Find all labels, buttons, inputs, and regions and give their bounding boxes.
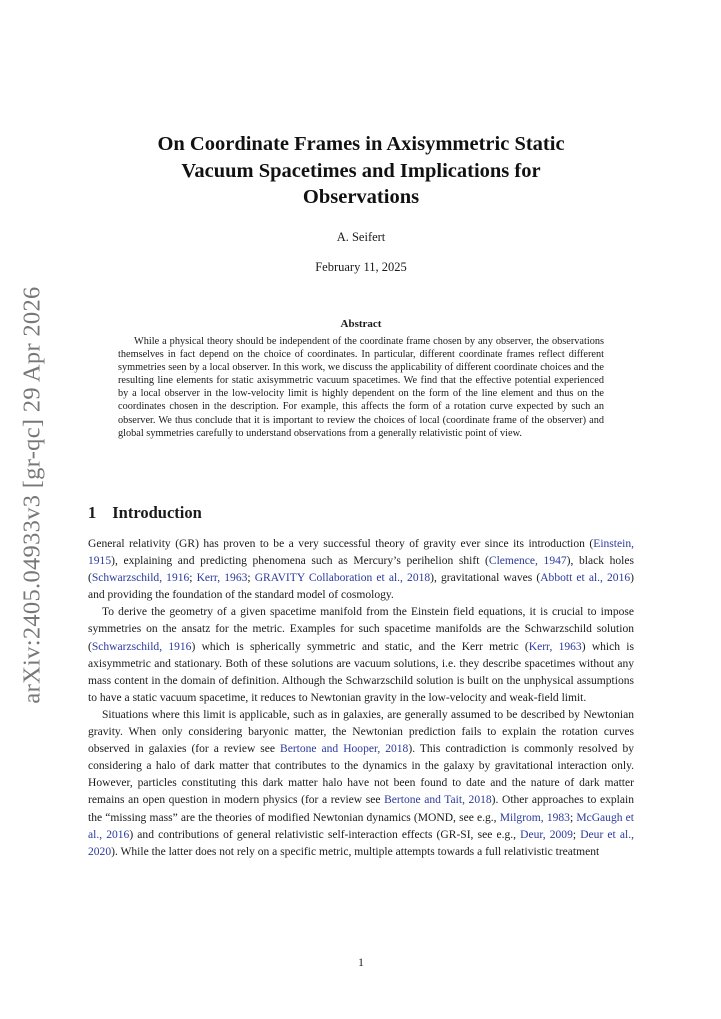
text-run: To derive the geometry of a given spacetime manifold from the Einstein field equations, it is crucial to impose symmetries on the ansatz for the metric. Examples for such spacetime manifolds are the Schwarzschild solution ( — [88, 606, 634, 653]
citation-link[interactable]: Bertone and Hooper, 2018 — [280, 743, 409, 756]
citation-link[interactable]: Deur et al., 2020 — [88, 828, 634, 858]
paragraph — [88, 604, 634, 707]
title-line: Vacuum Spacetimes and Implications for — [181, 159, 541, 182]
text-run: ; — [247, 572, 255, 585]
text-run: ) and contributions of general relativistic self-interaction effects (GR-SI, see e.g., — [129, 828, 521, 841]
text-run: ; — [572, 828, 581, 841]
text-run: ; — [189, 572, 197, 585]
text-run: ). While the latter does not rely on a specific metric, multiple attempts towards a full relativistic treatment — [111, 845, 600, 858]
text-run: ) which is axisymmetric and stationary. Both of these solutions are vacuum solutions, i.e. they describe spacetimes without any mass content in the domain of definition. Although the Schwarzschild solution is built on the unphysical assumptions to have a static vacuum spacetime, it reduces to Newtonian gravity in the low-velocity and weak-field limit. — [88, 640, 635, 704]
citation-link[interactable]: GRAVITY Collaboration et al., 2018 — [254, 572, 431, 585]
citation-link[interactable]: Kerr, 1963 — [196, 572, 248, 585]
date: February 11, 2025 — [315, 260, 407, 274]
citation-link[interactable]: Deur, 2009 — [520, 828, 573, 841]
abstract-heading: Abstract — [340, 318, 382, 330]
text-run: Situations where this limit is applicable, such as in galaxies, are generally assumed to be described by Newtonian gravity. When only considering baryonic matter, the Newtonian prediction fails to explain the rotation curves observed in galaxies (for a review see — [88, 708, 634, 756]
introduction-body — [88, 536, 634, 861]
paragraph — [88, 707, 634, 861]
text-run: ) and providing the foundation of the standard model of cosmology. — [88, 572, 634, 602]
section-number: 1 — [88, 503, 97, 522]
page-number: 1 — [358, 957, 364, 969]
paper-title — [88, 131, 634, 211]
text-run: General relativity (GR) has proven to be a very successful theory of gravity ever since its introduction ( — [88, 538, 594, 550]
citation-link[interactable]: Clemence, 1947 — [488, 555, 567, 568]
citation-link[interactable]: Einstein, 1915 — [88, 538, 634, 568]
text-run: ), black holes ( — [88, 555, 634, 585]
citation-link[interactable]: Schwarzschild, 1916 — [91, 572, 190, 585]
text-run: ), gravitational waves ( — [430, 572, 541, 585]
text-run: ), explaining and predicting phenomena such as Mercury’s perihelion shift ( — [111, 555, 489, 568]
citation-link[interactable]: Bertone and Tait, 2018 — [384, 794, 492, 807]
title-line: On Coordinate Frames in Axisymmetric Static — [157, 133, 565, 155]
citation-link[interactable]: Abbott et al., 2016 — [540, 572, 631, 585]
section-title: Introduction — [112, 503, 202, 522]
arxiv-side-stamp — [16, 286, 50, 704]
author: A. Seifert — [336, 230, 386, 244]
citation-link[interactable]: Schwarzschild, 1916 — [91, 640, 192, 653]
arxiv-identifier: arXiv:2405.04933v3 [gr-qc] 29 Apr 2026 — [19, 286, 47, 704]
abstract-text: While a physical theory should be independent of the coordinate frame chosen by any observer, the observations themselves in fact depend on the choice of coordinates. In particular, different coordinate frames reflect different symmetries seen by a local observer. In this work, we discuss the applicability of different coordinate choices and the resulting line elements for static axisymmetric vacuum spacetimes. We find that the effective potential experienced by a local observer in the low-velocity limit is highly dependent on the form of the line element and thus on the coordinates chosen in the description. For example, this affects the form of a rotation curve expected by such an observer. We thus conclude that it is important to review the choices of local (coordinate frame of the observer) and global symmetries carefully to understand observations from a generally relativistic point of view. — [118, 336, 604, 439]
text-run: ; — [569, 811, 577, 824]
text-run: ) which is spherically symmetric and static, and the Kerr metric ( — [191, 640, 529, 653]
citation-link[interactable]: Milgrom, 1983 — [499, 811, 570, 824]
title-line: Observations — [302, 186, 420, 208]
text-run: ). Other approaches to explain the “missing mass” are the theories of modified Newtonian dynamics (MOND, see e.g., — [88, 794, 634, 824]
citation-link[interactable]: Kerr, 1963 — [528, 640, 582, 653]
section-heading — [88, 503, 202, 523]
paragraph — [88, 536, 634, 604]
citation-link[interactable]: McGaugh et al., 2016 — [88, 811, 634, 841]
text-run: ). This contradiction is commonly resolved by considering a halo of dark matter that contributes to the dynamics in the galaxy by gravitational interaction only. However, particles constituting this dark matter halo have not been found to date and the nature of dark matter remains an open question in modern physics (for a review see — [88, 743, 634, 807]
